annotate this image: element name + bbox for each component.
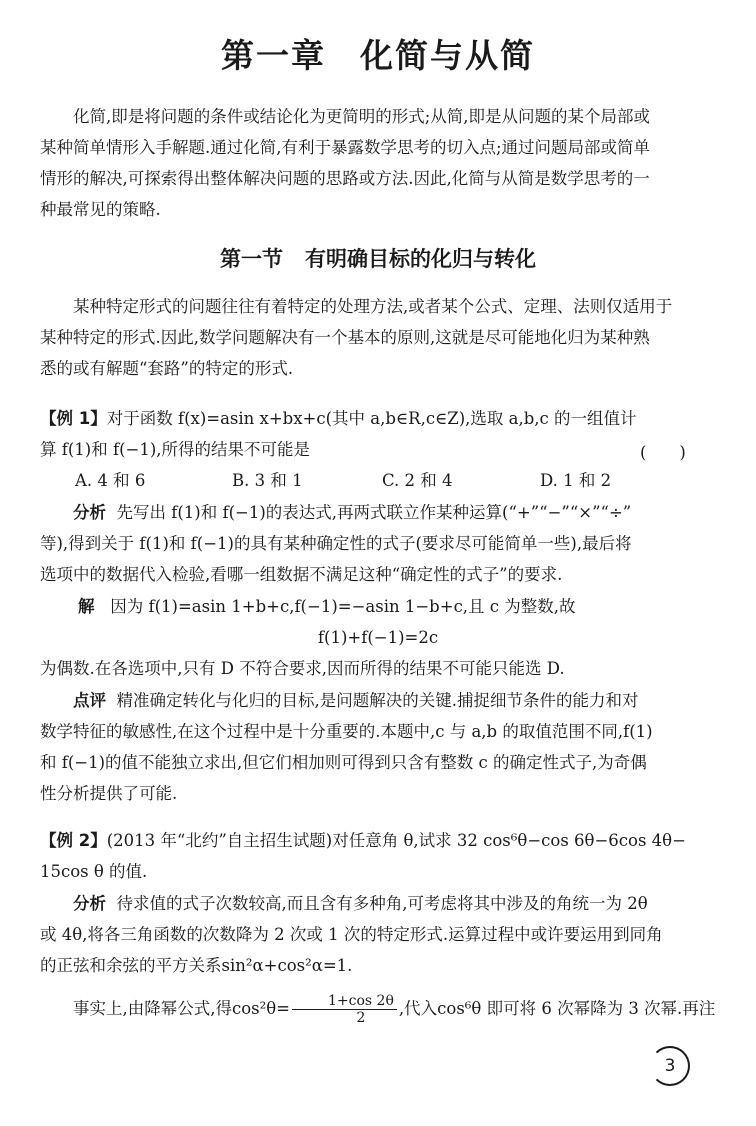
chapter-title: [0, 30, 756, 77]
option-b: B. 3 和 1: [232, 471, 303, 490]
page-number: 3: [650, 1046, 690, 1086]
example2-stem-text: (2013 年“北约”自主招生试题)对任意角 θ,试求 32 cos⁶θ−cos 6θ−6cos 4θ−: [106, 831, 686, 850]
fraction: [292, 993, 397, 1026]
section-intro-line: 某种特定的形式.因此,数学问题解决有一个基本的原则,这就是尽可能地化归为某种熟: [40, 328, 650, 347]
example2-analysis-line: 或 4θ,将各三角函数的次数降为 2 次或 1 次的特定形式.运算过程中或许要运用到同角: [40, 925, 663, 944]
answer-paren: ( ): [640, 443, 686, 462]
example1-stem: [40, 408, 720, 430]
section-intro-line: 悉的或有解题“套路”的特定的形式.: [40, 359, 294, 378]
chapter-name: 化简与从简: [360, 36, 535, 75]
example2-analysis-text: 待求值的式子次数较高,而且含有多种角,可考虑将其中涉及的角统一为 2θ: [116, 894, 648, 913]
option-d: D. 1 和 2: [540, 471, 612, 490]
section-title: [0, 243, 756, 273]
comment-line: [73, 690, 723, 712]
comment-label: 点评: [73, 691, 106, 710]
option-a: A. 4 和 6: [75, 471, 146, 490]
analysis-text: 先写出 f(1)和 f(−1)的表达式,再两式联立作某种运算(“+”“−”“×”“÷”: [116, 503, 632, 522]
option-c: C. 2 和 4: [382, 471, 453, 490]
analysis-line: [73, 502, 723, 524]
last-line-pre: 事实上,由降幂公式,得cos²θ=: [73, 999, 291, 1018]
comment-line: 数学特征的敏感性,在这个过程中是十分重要的.本题中,c 与 a,b 的取值范围不同,f(1): [40, 722, 653, 741]
intro-line: 种最常见的策略.: [40, 200, 161, 219]
section-name: 有明确目标的化归与转化: [305, 247, 536, 271]
comment-line: 和 f(−1)的值不能独立求出,但它们相加则可得到只含有整数 c 的确定性式子,为奇偶: [40, 753, 647, 772]
solution-label: 解: [78, 597, 95, 616]
analysis-line: 等),得到关于 f(1)和 f(−1)的具有某种确定性的式子(要求尽可能简单一些),最后将: [40, 534, 632, 553]
analysis-label: 分析: [73, 503, 106, 522]
example1-stem-line2: 算 f(1)和 f(−1),所得的结果不可能是: [40, 440, 311, 459]
solution-line: [78, 596, 718, 618]
last-line-post: ,代入cos⁶θ 即可将 6 次幂降为 3 次幂.再注: [398, 999, 716, 1018]
solution-line: 为偶数.在各选项中,只有 D 不符合要求,因而所得的结果不可能只能选 D.: [40, 659, 565, 678]
analysis-line: 选项中的数据代入检验,看哪一组数据不满足这种“确定性的式子”的要求.: [40, 565, 563, 584]
comment-text: 精准确定转化与化归的目标,是问题解决的关键.捕捉细节条件的能力和对: [116, 691, 639, 710]
intro-line: 化简,即是将问题的条件或结论化为更简明的形式;从简,即是从问题的某个局部或: [73, 107, 651, 126]
fraction-denominator: 2: [356, 1010, 366, 1026]
example2-analysis-line: [73, 893, 723, 915]
chapter-number: 第一章: [221, 36, 326, 75]
intro-line: 情形的解决,可探索得出整体解决问题的思路或方法.因此,化简与从简是数学思考的一: [40, 169, 650, 188]
example1-label: 【例 1】: [40, 409, 107, 428]
example2-last-line: [40, 993, 720, 1026]
example2-label: 【例 2】: [40, 831, 107, 850]
example2-analysis-line: 的正弦和余弦的平方关系sin²α+cos²α=1.: [40, 956, 353, 975]
example1-stem-text: 对于函数 f(x)=asin x+bx+c(其中 a,b∈R,c∈Z),选取 a,b,c 的一组值计: [106, 409, 637, 428]
fraction-numerator: 1+cos 2θ: [292, 993, 397, 1010]
example2-stem-line2: 15cos θ 的值.: [40, 862, 148, 881]
solution-text: 因为 f(1)=asin 1+b+c,f(−1)=−asin 1−b+c,且 c 为整数,故: [110, 597, 576, 616]
example2-stem: [40, 830, 720, 852]
solution-equation: f(1)+f(−1)=2c: [317, 628, 439, 647]
intro-line: 某种简单情形入手解题.通过化简,有利于暴露数学思考的切入点;通过问题局部或简单: [40, 138, 651, 157]
section-intro-line: 某种特定形式的问题往往有着特定的处理方法,或者某个公式、定理、法则仅适用于: [73, 297, 673, 316]
example2-analysis-label: 分析: [73, 894, 106, 913]
comment-line: 性分析提供了可能.: [40, 784, 178, 803]
section-number: 第一节: [220, 247, 283, 271]
